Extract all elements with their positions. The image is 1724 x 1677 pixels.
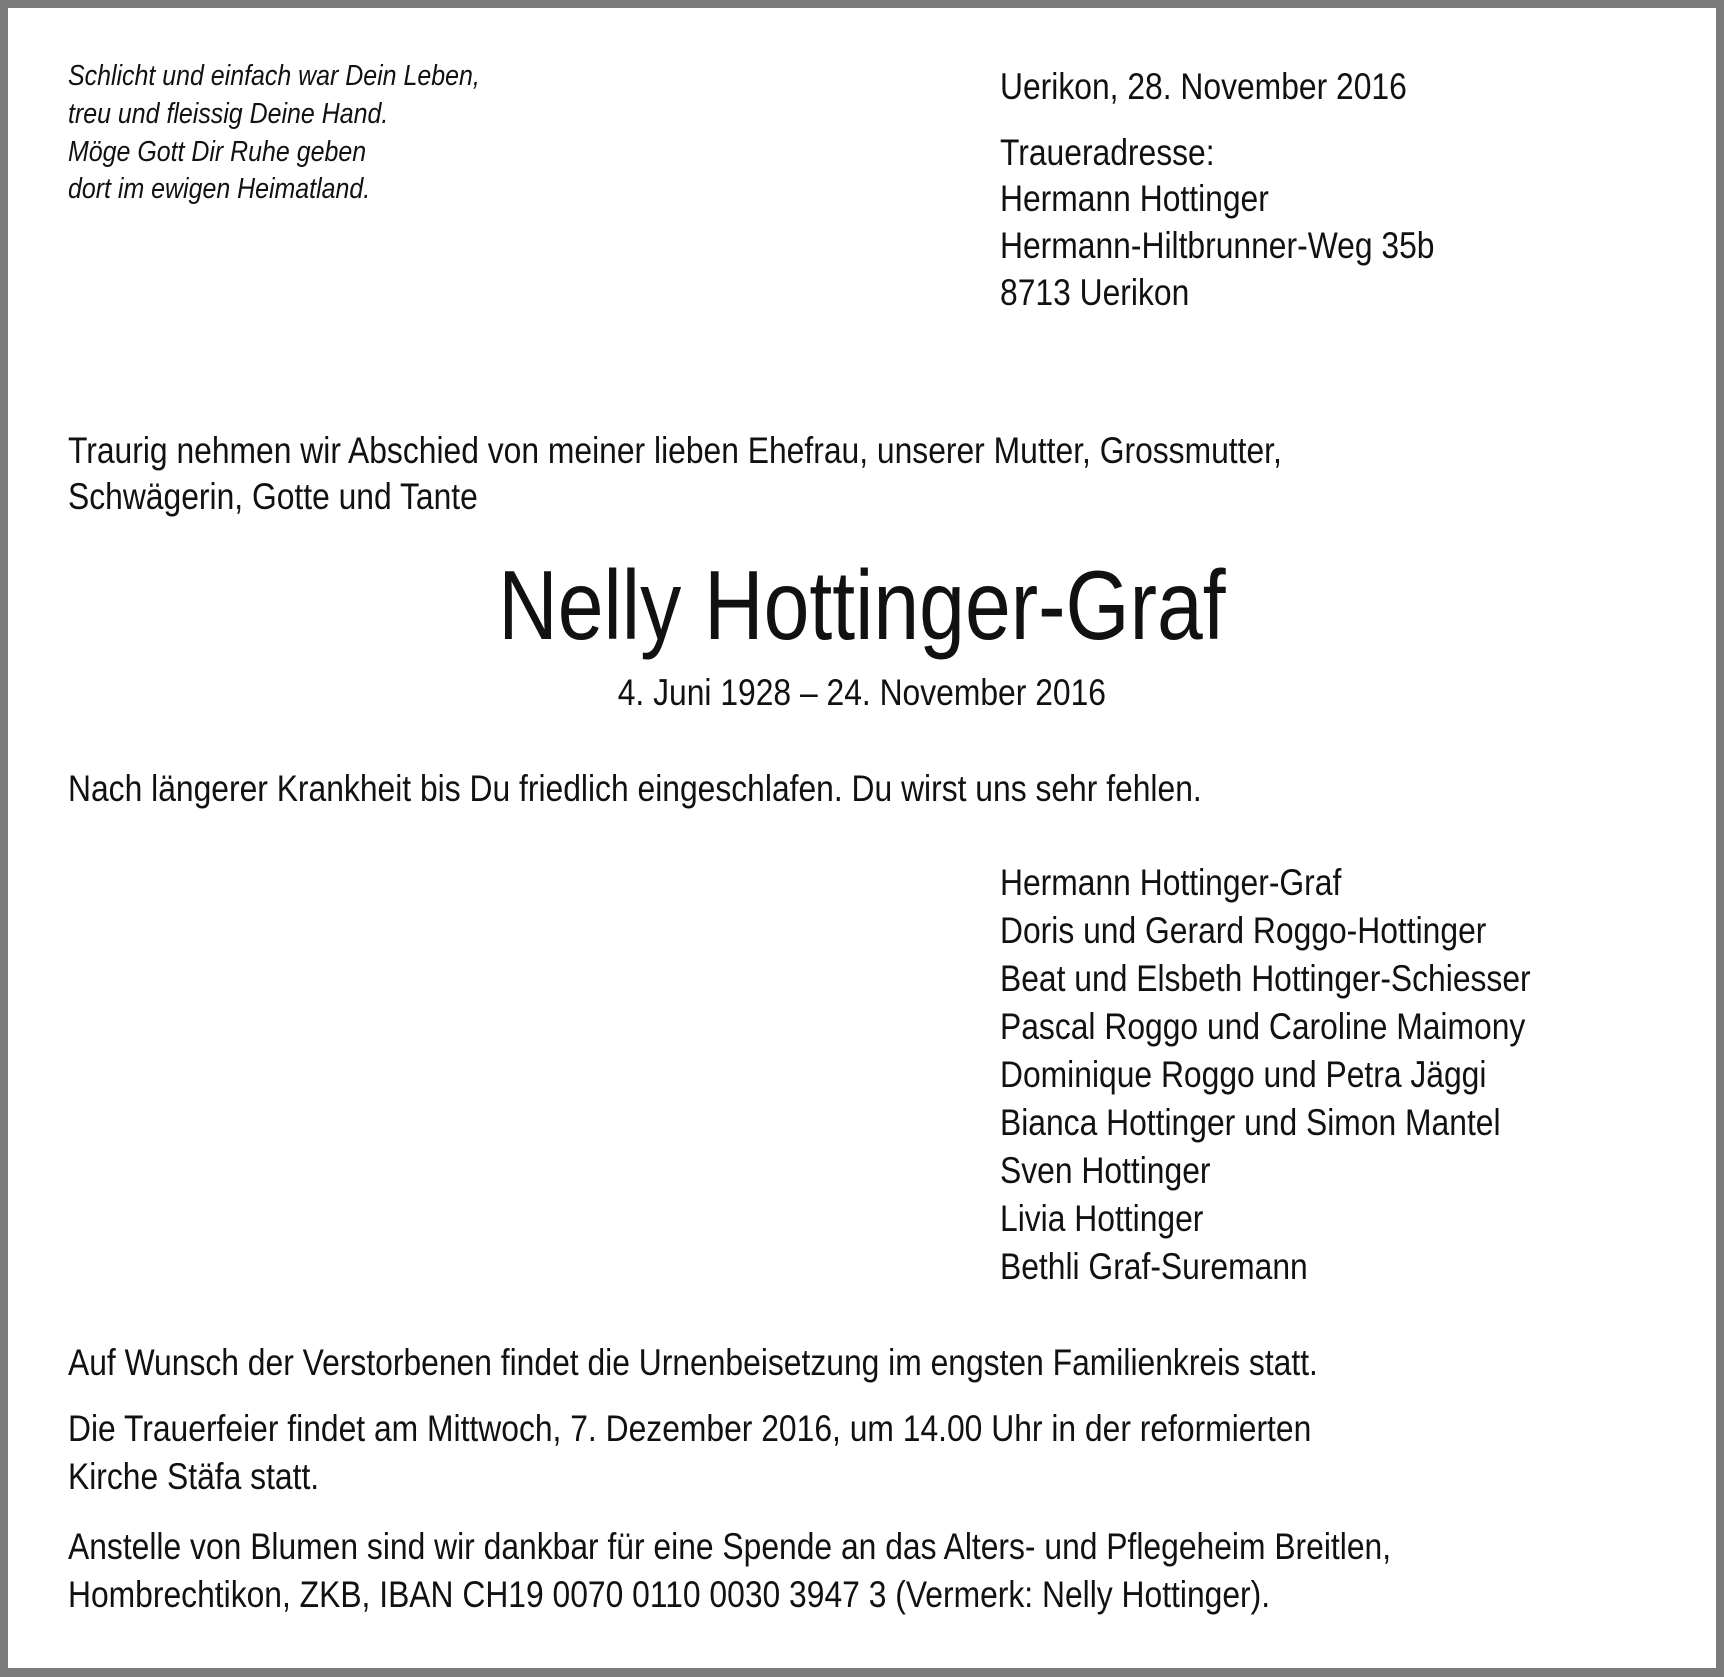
intro-line: Schwägerin, Gotte und Tante	[68, 476, 478, 517]
mourner: Bethli Graf-Suremann	[1000, 1246, 1308, 1287]
mourner: Sven Hottinger	[1000, 1150, 1211, 1191]
burial-notice: Auf Wunsch der Verstorbenen findet die Urnenbeisetzung im engsten Familienkreis statt.	[68, 1342, 1318, 1383]
mourner: Beat und Elsbeth Hottinger-Schiesser	[1000, 958, 1531, 999]
poem-line: Schlicht und einfach war Dein Leben,	[68, 60, 480, 92]
ceremony-line: Kirche Stäfa statt.	[68, 1456, 320, 1497]
intro-line: Traurig nehmen wir Abschied von meiner lieben Ehefrau, unserer Mutter, Grossmutter,	[68, 430, 1282, 471]
address-line: Hermann Hottinger	[1000, 178, 1269, 219]
poem-line: Möge Gott Dir Ruhe geben	[68, 136, 367, 168]
donation-line: Hombrechtikon, ZKB, IBAN CH19 0070 0110 0030 3947 3 (Vermerk: Nelly Hottinger).	[68, 1574, 1271, 1615]
poem-line: dort im ewigen Heimatland.	[68, 173, 371, 205]
mourner: Bianca Hottinger und Simon Mantel	[1000, 1102, 1501, 1143]
mourner: Doris und Gerard Roggo-Hottinger	[1000, 910, 1487, 951]
donation-line: Anstelle von Blumen sind wir dankbar für eine Spende an das Alters- und Pflegeheim Breitlen,	[68, 1526, 1392, 1567]
farewell-text: Nach längerer Krankheit bis Du friedlich eingeschlafen. Du wirst uns sehr fehlen.	[68, 768, 1202, 809]
address-line: Hermann-Hiltbrunner-Weg 35b	[1000, 225, 1435, 266]
address-label: Traueradresse:	[1000, 132, 1215, 173]
deceased-name	[8, 550, 1716, 660]
mourner: Hermann Hottinger-Graf	[1000, 862, 1342, 903]
address-line: 8713 Uerikon	[1000, 272, 1190, 313]
deceased-name-text: Nelly Hottinger-Graf	[498, 550, 1226, 660]
lifespan	[8, 674, 1716, 711]
mourner: Livia Hottinger	[1000, 1198, 1204, 1239]
mourner: Dominique Roggo und Petra Jäggi	[1000, 1054, 1487, 1095]
place-date: Uerikon, 28. November 2016	[1000, 66, 1407, 107]
poem-line: treu und fleissig Deine Hand.	[68, 98, 389, 130]
obituary-notice	[8, 8, 1716, 1668]
mourner: Pascal Roggo und Caroline Maimony	[1000, 1006, 1526, 1047]
lifespan-text: 4. Juni 1928 – 24. November 2016	[617, 672, 1107, 713]
ceremony-line: Die Trauerfeier findet am Mittwoch, 7. Dezember 2016, um 14.00 Uhr in der reformierten	[68, 1408, 1312, 1449]
